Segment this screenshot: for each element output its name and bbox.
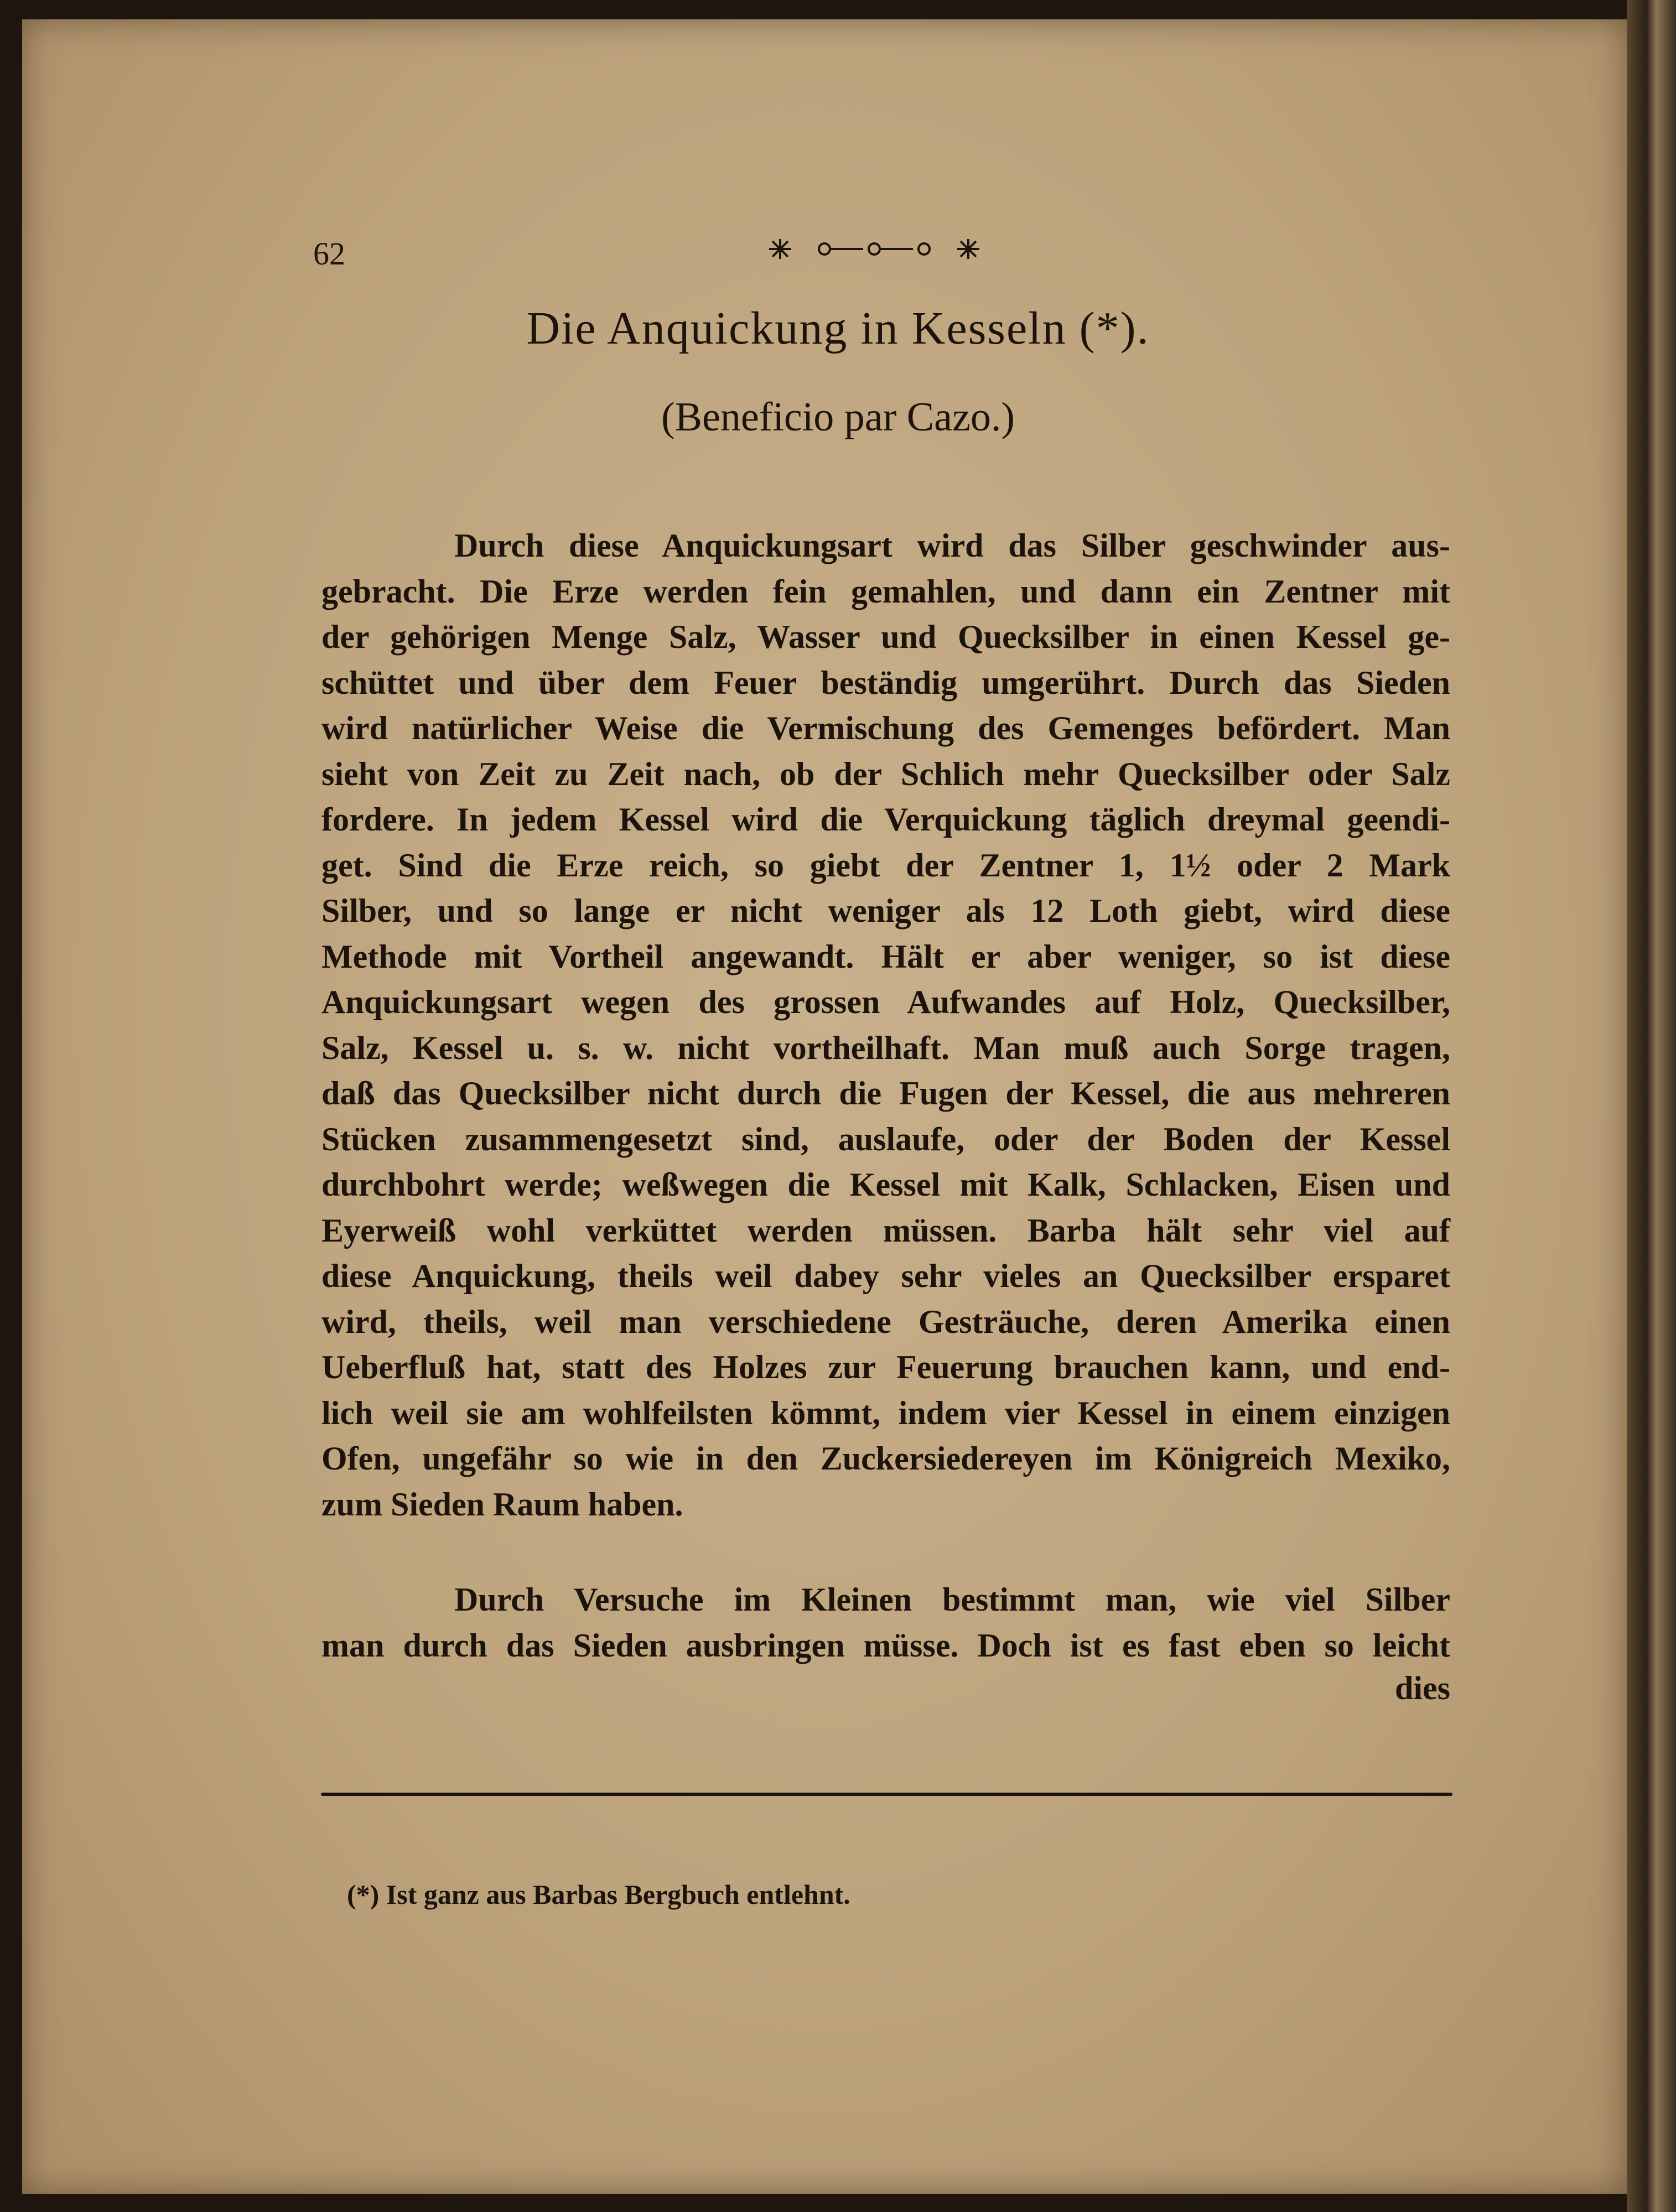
text-line: wird natürlicher Weise die Vermischung des Gemenges befördert. Man [321,710,1450,746]
text-line: man durch das Sieden ausbringen müsse. Doch ist es fast eben so leicht [321,1627,1450,1664]
text-line: schüttet und über dem Feuer beständig umgerührt. Durch das Sieden [321,664,1450,701]
page-number: 62 [313,236,345,272]
text-line: durchbohrt werde; weßwegen die Kessel mit Kalk, Schlacken, Eisen und [321,1166,1450,1203]
text-line: Ueberfluß hat, statt des Holzes zur Feuerung brauchen kann, und end- [321,1349,1450,1385]
catchword: dies [1394,1670,1450,1706]
text-line: Stücken zusammengesetzt sind, auslaufe, oder der Boden der Kessel [321,1120,1450,1157]
paragraph-2 [321,1577,1450,1668]
text-line: wird, theils, weil man verschiedene Gesträuche, deren Amerika einen [321,1303,1450,1340]
footnote-rule [321,1793,1452,1796]
text-line: Ofen, ungefähr so wie in den Zuckersiedereyen im Königreich Mexiko, [321,1440,1450,1477]
text-line: der gehörigen Menge Salz, Wasser und Quecksilber in einen Kessel ge- [321,619,1450,655]
text-line: fordere. In jedem Kessel wird die Verquickung täglich dreymal geendi- [321,801,1450,838]
footnote: (*) Ist ganz aus Barbas Bergbuch entlehnt. [347,1879,850,1910]
text-line: sieht von Zeit zu Zeit nach, ob der Schlich mehr Quecksilber oder Salz [321,755,1450,792]
text-line: zum Sieden Raum haben. [321,1486,683,1523]
text-line: Durch diese Anquickungsart wird das Silber geschwinder aus- [454,527,1450,564]
text-line: Silber, und so lange er nicht weniger als 12 Loth giebt, wird diese [321,892,1450,929]
chapter-subtitle: (Beneficio par Cazo.) [661,394,1015,440]
text-line: lich weil sie am wohlfeilsten kömmt, indem vier Kessel in einem einzigen [321,1394,1450,1431]
text-line: diese Anquickung, theils weil dabey sehr vieles an Quecksilber ersparet [321,1258,1450,1294]
text-line: Durch Versuche im Kleinen bestimmt man, wie viel Silber [454,1581,1450,1618]
text-line: Salz, Kessel u. s. w. nicht vortheilhaft. Man muß auch Sorge tragen, [321,1029,1450,1066]
text-line: daß das Quecksilber nicht durch die Fugen der Kessel, die aus mehreren [321,1075,1450,1112]
text-line: Methode mit Vortheil angewandt. Hält er aber weniger, so ist diese [321,938,1450,975]
text-line: gebracht. Die Erze werden fein gemahlen, und dann ein Zentner mit [321,573,1450,610]
chapter-title: Die Anquickung in Kesseln (*). [526,303,1150,354]
text-line: get. Sind die Erze reich, so giebt der Zentner 1, 1½ oder 2 Mark [321,847,1450,884]
text-line: Eyerweiß wohl verküttet werden müssen. Barba hält sehr viel auf [321,1212,1450,1249]
paragraph-1 [321,523,1450,1527]
ornament-divider-icon [764,232,985,266]
text-line: Anquickungsart wegen des grossen Aufwandes auf Holz, Quecksilber, [321,984,1450,1020]
